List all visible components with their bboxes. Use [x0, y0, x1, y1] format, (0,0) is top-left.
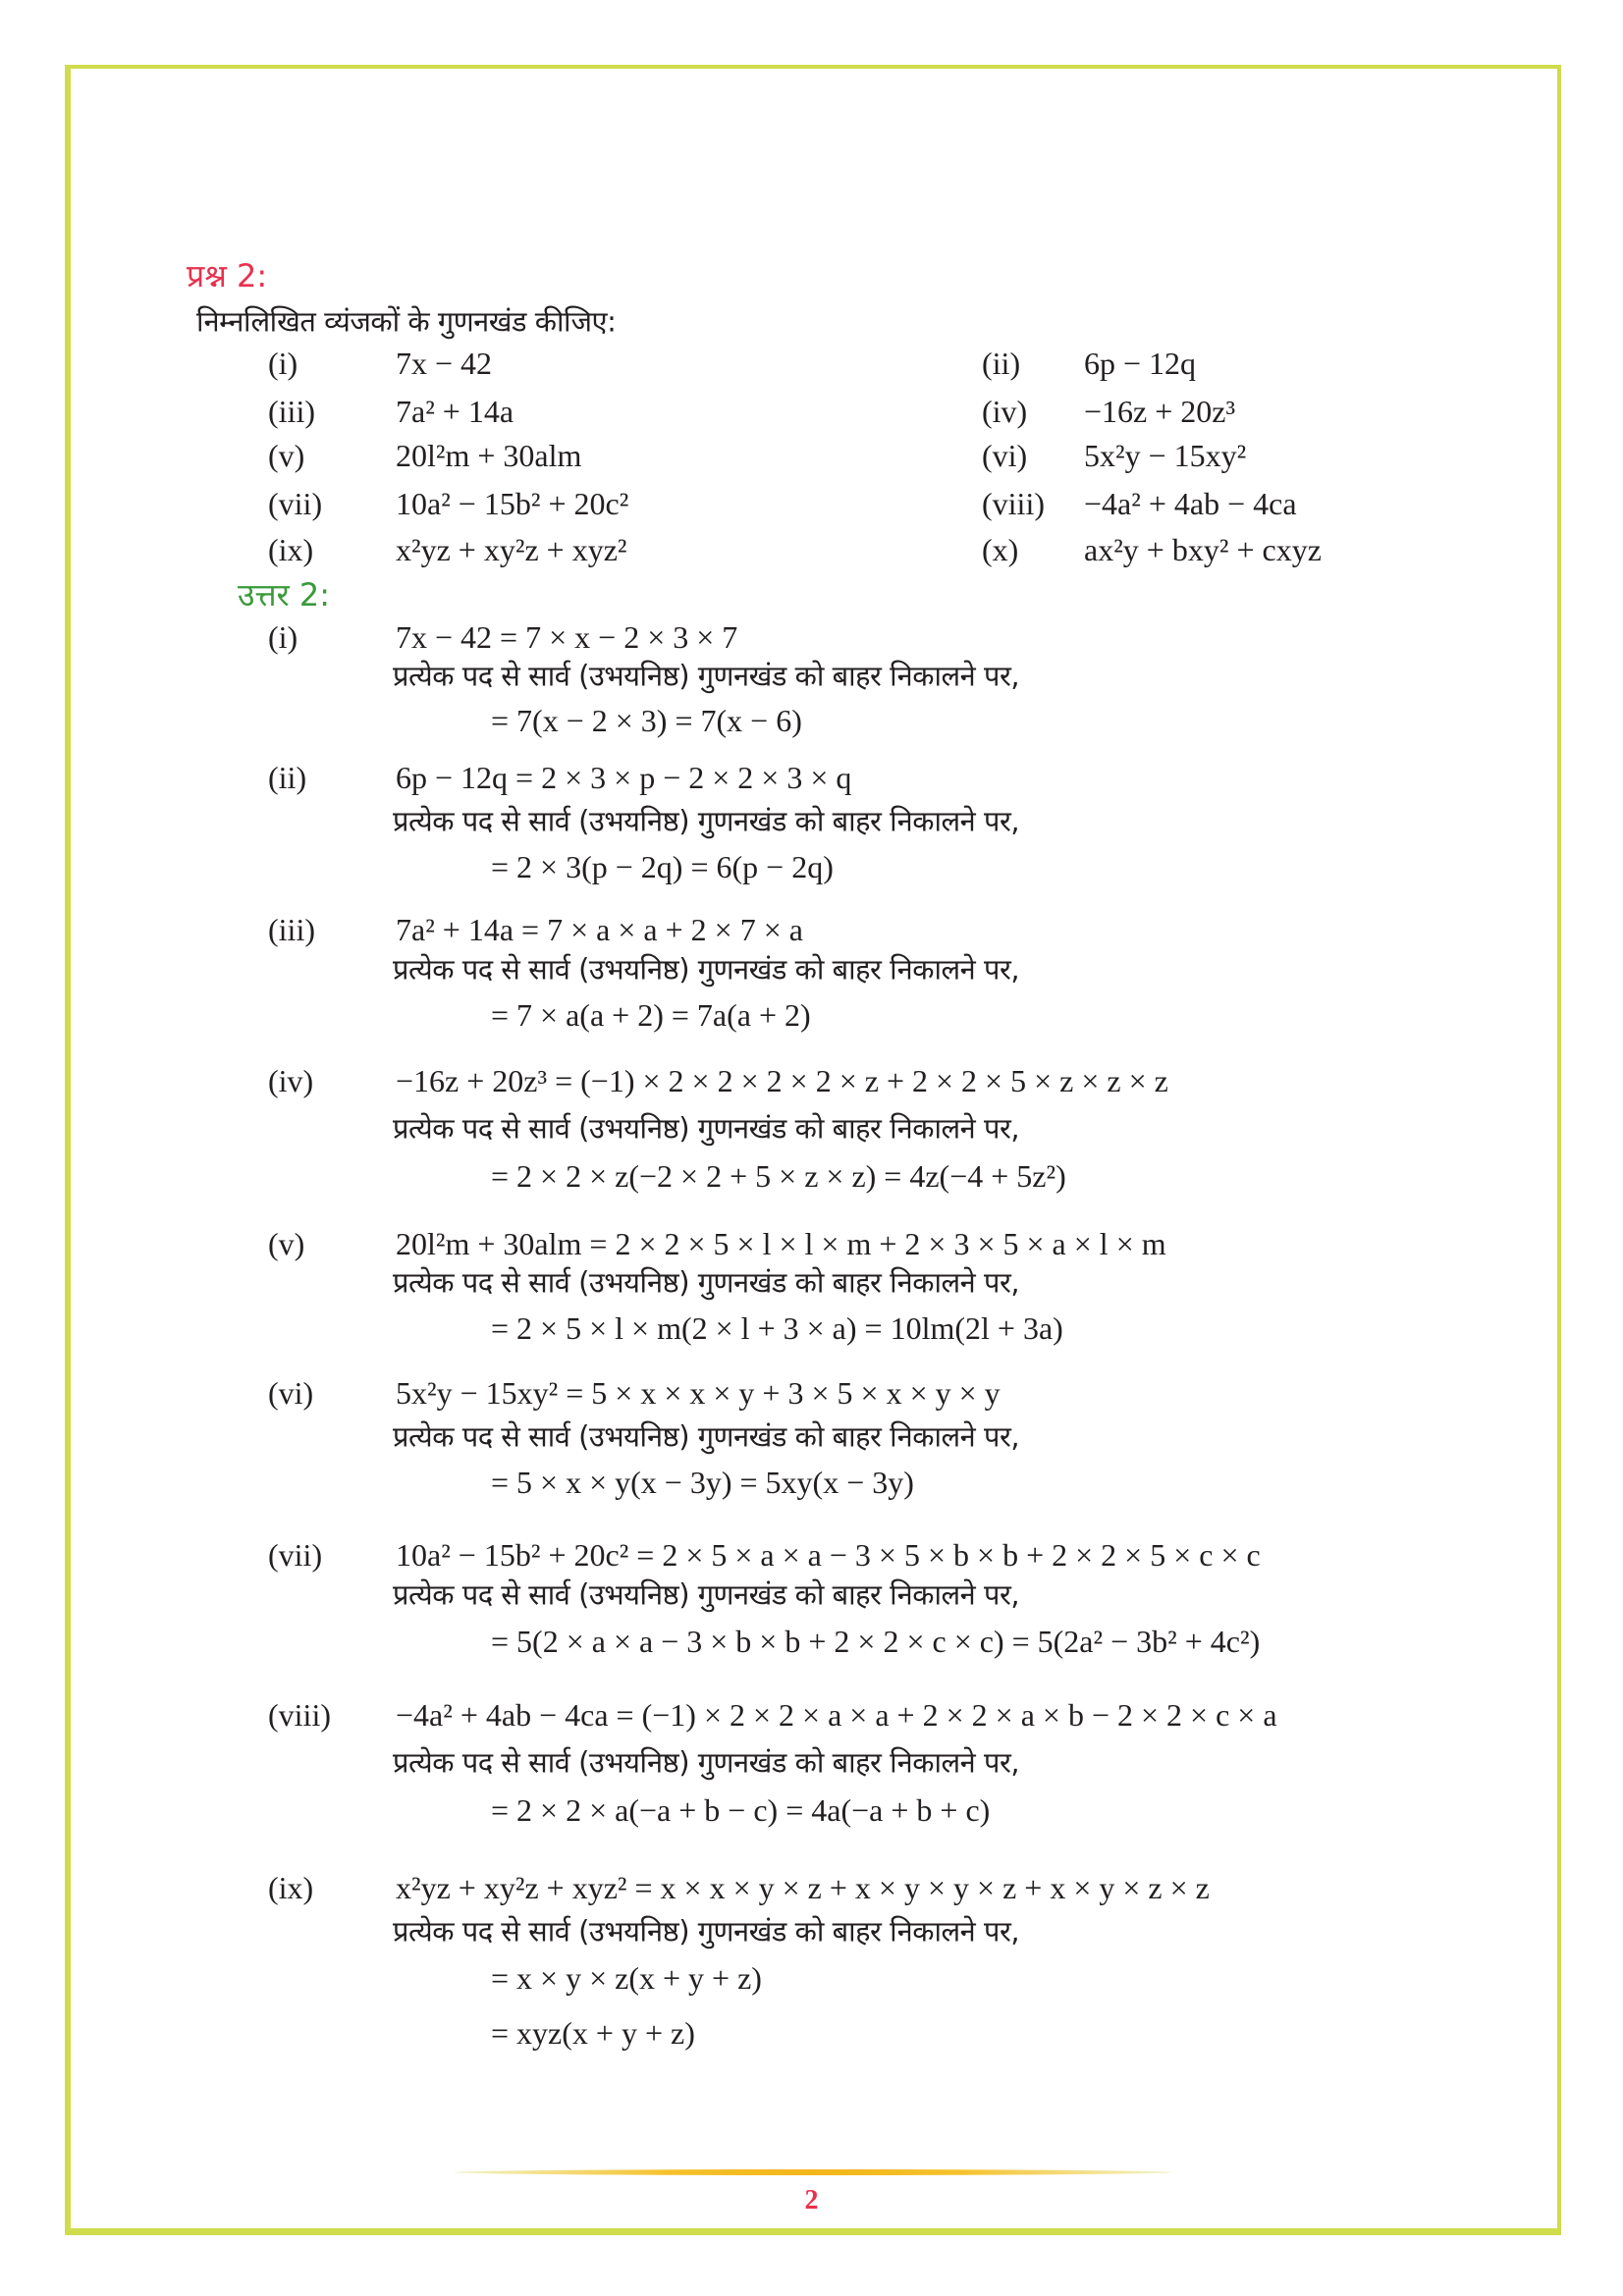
question-item-expression: 5x²y − 15xy²	[1084, 438, 1247, 473]
question-item-label: (i)	[268, 346, 298, 381]
answer-item-result: = 2 × 5 × l × m(2 × l + 3 × a) = 10lm(2l + 3a)	[491, 1310, 1063, 1346]
answer-explanation: प्रत्येक पद से सार्व (उभयनिष्ठ) गुणनखंड को बाहर निकालने पर,	[393, 952, 1020, 987]
question-item-label: (iii)	[268, 394, 315, 429]
answer-item-result: = 5 × x × y(x − 3y) = 5xy(x − 3y)	[491, 1465, 914, 1500]
answer-item-result: = 7 × a(a + 2) = 7a(a + 2)	[491, 997, 811, 1033]
question-item-expression: −16z + 20z³	[1084, 394, 1236, 429]
question-item-label: (x)	[982, 532, 1019, 567]
question-item-label: (vi)	[982, 438, 1028, 473]
answer-explanation: प्रत्येक पद से सार्व (उभयनिष्ठ) गुणनखंड को बाहर निकालने पर,	[393, 1111, 1020, 1146]
answer-heading: उत्तर 2:	[238, 576, 331, 614]
answer-explanation: प्रत्येक पद से सार्व (उभयनिष्ठ) गुणनखंड को बाहर निकालने पर,	[393, 1265, 1020, 1300]
answer-item-expression: x²yz + xy²z + xyz² = x × x × y × z + x × y × y × z + x × y × z × z	[396, 1870, 1210, 1905]
answer-item-result: = xyz(x + y + z)	[491, 2015, 695, 2051]
page-number: 2	[804, 2185, 819, 2216]
page-border	[65, 65, 1561, 2235]
question-item-expression: −4a² + 4ab − 4ca	[1084, 486, 1297, 521]
answer-item-result: = 2 × 3(p − 2q) = 6(p − 2q)	[491, 849, 834, 884]
answer-explanation: प्रत्येक पद से सार्व (उभयनिष्ठ) गुणनखंड को बाहर निकालने पर,	[393, 1577, 1020, 1612]
question-heading: प्रश्न 2:	[187, 257, 268, 294]
answer-item-expression: 7x − 42 = 7 × x − 2 × 3 × 7	[396, 619, 738, 655]
question-item-label: (iv)	[982, 394, 1028, 429]
question-item-expression: 7x − 42	[396, 346, 493, 381]
answer-item-expression: 10a² − 15b² + 20c² = 2 × 5 × a × a − 3 × 5 × b × b + 2 × 2 × 5 × c × c	[396, 1537, 1261, 1573]
answer-item-result: = 2 × 2 × z(−2 × 2 + 5 × z × z) = 4z(−4 + 5z²)	[491, 1158, 1066, 1194]
answer-explanation: प्रत्येक पद से सार्व (उभयनिष्ठ) गुणनखंड को बाहर निकालने पर,	[393, 659, 1020, 693]
answer-item-expression: 20l²m + 30alm = 2 × 2 × 5 × l × l × m + 2 × 3 × 5 × a × l × m	[396, 1226, 1166, 1261]
answer-explanation: प्रत्येक पद से सार्व (उभयनिष्ठ) गुणनखंड को बाहर निकालने पर,	[393, 1745, 1020, 1780]
answer-item-expression: −16z + 20z³ = (−1) × 2 × 2 × 2 × 2 × z + 2 × 2 × 5 × z × z × z	[396, 1063, 1168, 1098]
question-item-label: (vii)	[268, 486, 323, 521]
question-instruction: निम्नलिखित व्यंजकों के गुणनखंड कीजिए:	[196, 304, 617, 339]
answer-item-label: (ix)	[268, 1870, 314, 1905]
answer-item-expression: 6p − 12q = 2 × 3 × p − 2 × 2 × 3 × q	[396, 760, 852, 795]
question-item-expression: 7a² + 14a	[396, 394, 514, 429]
question-item-expression: 6p − 12q	[1084, 346, 1197, 381]
question-item-label: (ix)	[268, 532, 314, 567]
answer-item-label: (vii)	[268, 1537, 323, 1573]
question-item-expression: x²yz + xy²z + xyz²	[396, 532, 627, 567]
answer-item-result: = 5(2 × a × a − 3 × b × b + 2 × 2 × c × c) = 5(2a² − 3b² + 4c²)	[491, 1624, 1261, 1659]
answer-item-result: = 7(x − 2 × 3) = 7(x − 6)	[491, 703, 802, 738]
question-item-label: (v)	[268, 438, 305, 473]
answer-item-label: (iv)	[268, 1063, 314, 1098]
question-item-label: (ii)	[982, 346, 1021, 381]
answer-item-label: (iii)	[268, 912, 315, 947]
answer-item-label: (v)	[268, 1226, 305, 1261]
answer-item-label: (i)	[268, 619, 298, 655]
answer-item-result: = 2 × 2 × a(−a + b − c) = 4a(−a + b + c)	[491, 1792, 991, 1828]
answer-explanation: प्रत्येक पद से सार्व (उभयनिष्ठ) गुणनखंड को बाहर निकालने पर,	[393, 1914, 1020, 1949]
question-item-label: (viii)	[982, 486, 1045, 521]
answer-item-label: (ii)	[268, 760, 307, 795]
question-item-expression: 10a² − 15b² + 20c²	[396, 486, 629, 521]
answer-item-expression: 5x²y − 15xy² = 5 × x × x × y + 3 × 5 × x × y × y	[396, 1375, 1001, 1411]
answer-explanation: प्रत्येक पद से सार्व (उभयनिष्ठ) गुणनखंड को बाहर निकालने पर,	[393, 804, 1020, 838]
question-item-expression: 20l²m + 30alm	[396, 438, 582, 473]
answer-item-label: (viii)	[268, 1697, 331, 1733]
answer-item-expression: −4a² + 4ab − 4ca = (−1) × 2 × 2 × a × a + 2 × 2 × a × b − 2 × 2 × c × a	[396, 1697, 1277, 1733]
answer-item-result: = x × y × z(x + y + z)	[491, 1960, 762, 1996]
answer-item-expression: 7a² + 14a = 7 × a × a + 2 × 7 × a	[396, 912, 803, 947]
answer-explanation: प्रत्येक पद से सार्व (उभयनिष्ठ) गुणनखंड को बाहर निकालने पर,	[393, 1419, 1020, 1454]
footer-divider	[454, 2169, 1172, 2175]
question-item-expression: ax²y + bxy² + cxyz	[1084, 532, 1322, 567]
answer-item-label: (vi)	[268, 1375, 314, 1411]
